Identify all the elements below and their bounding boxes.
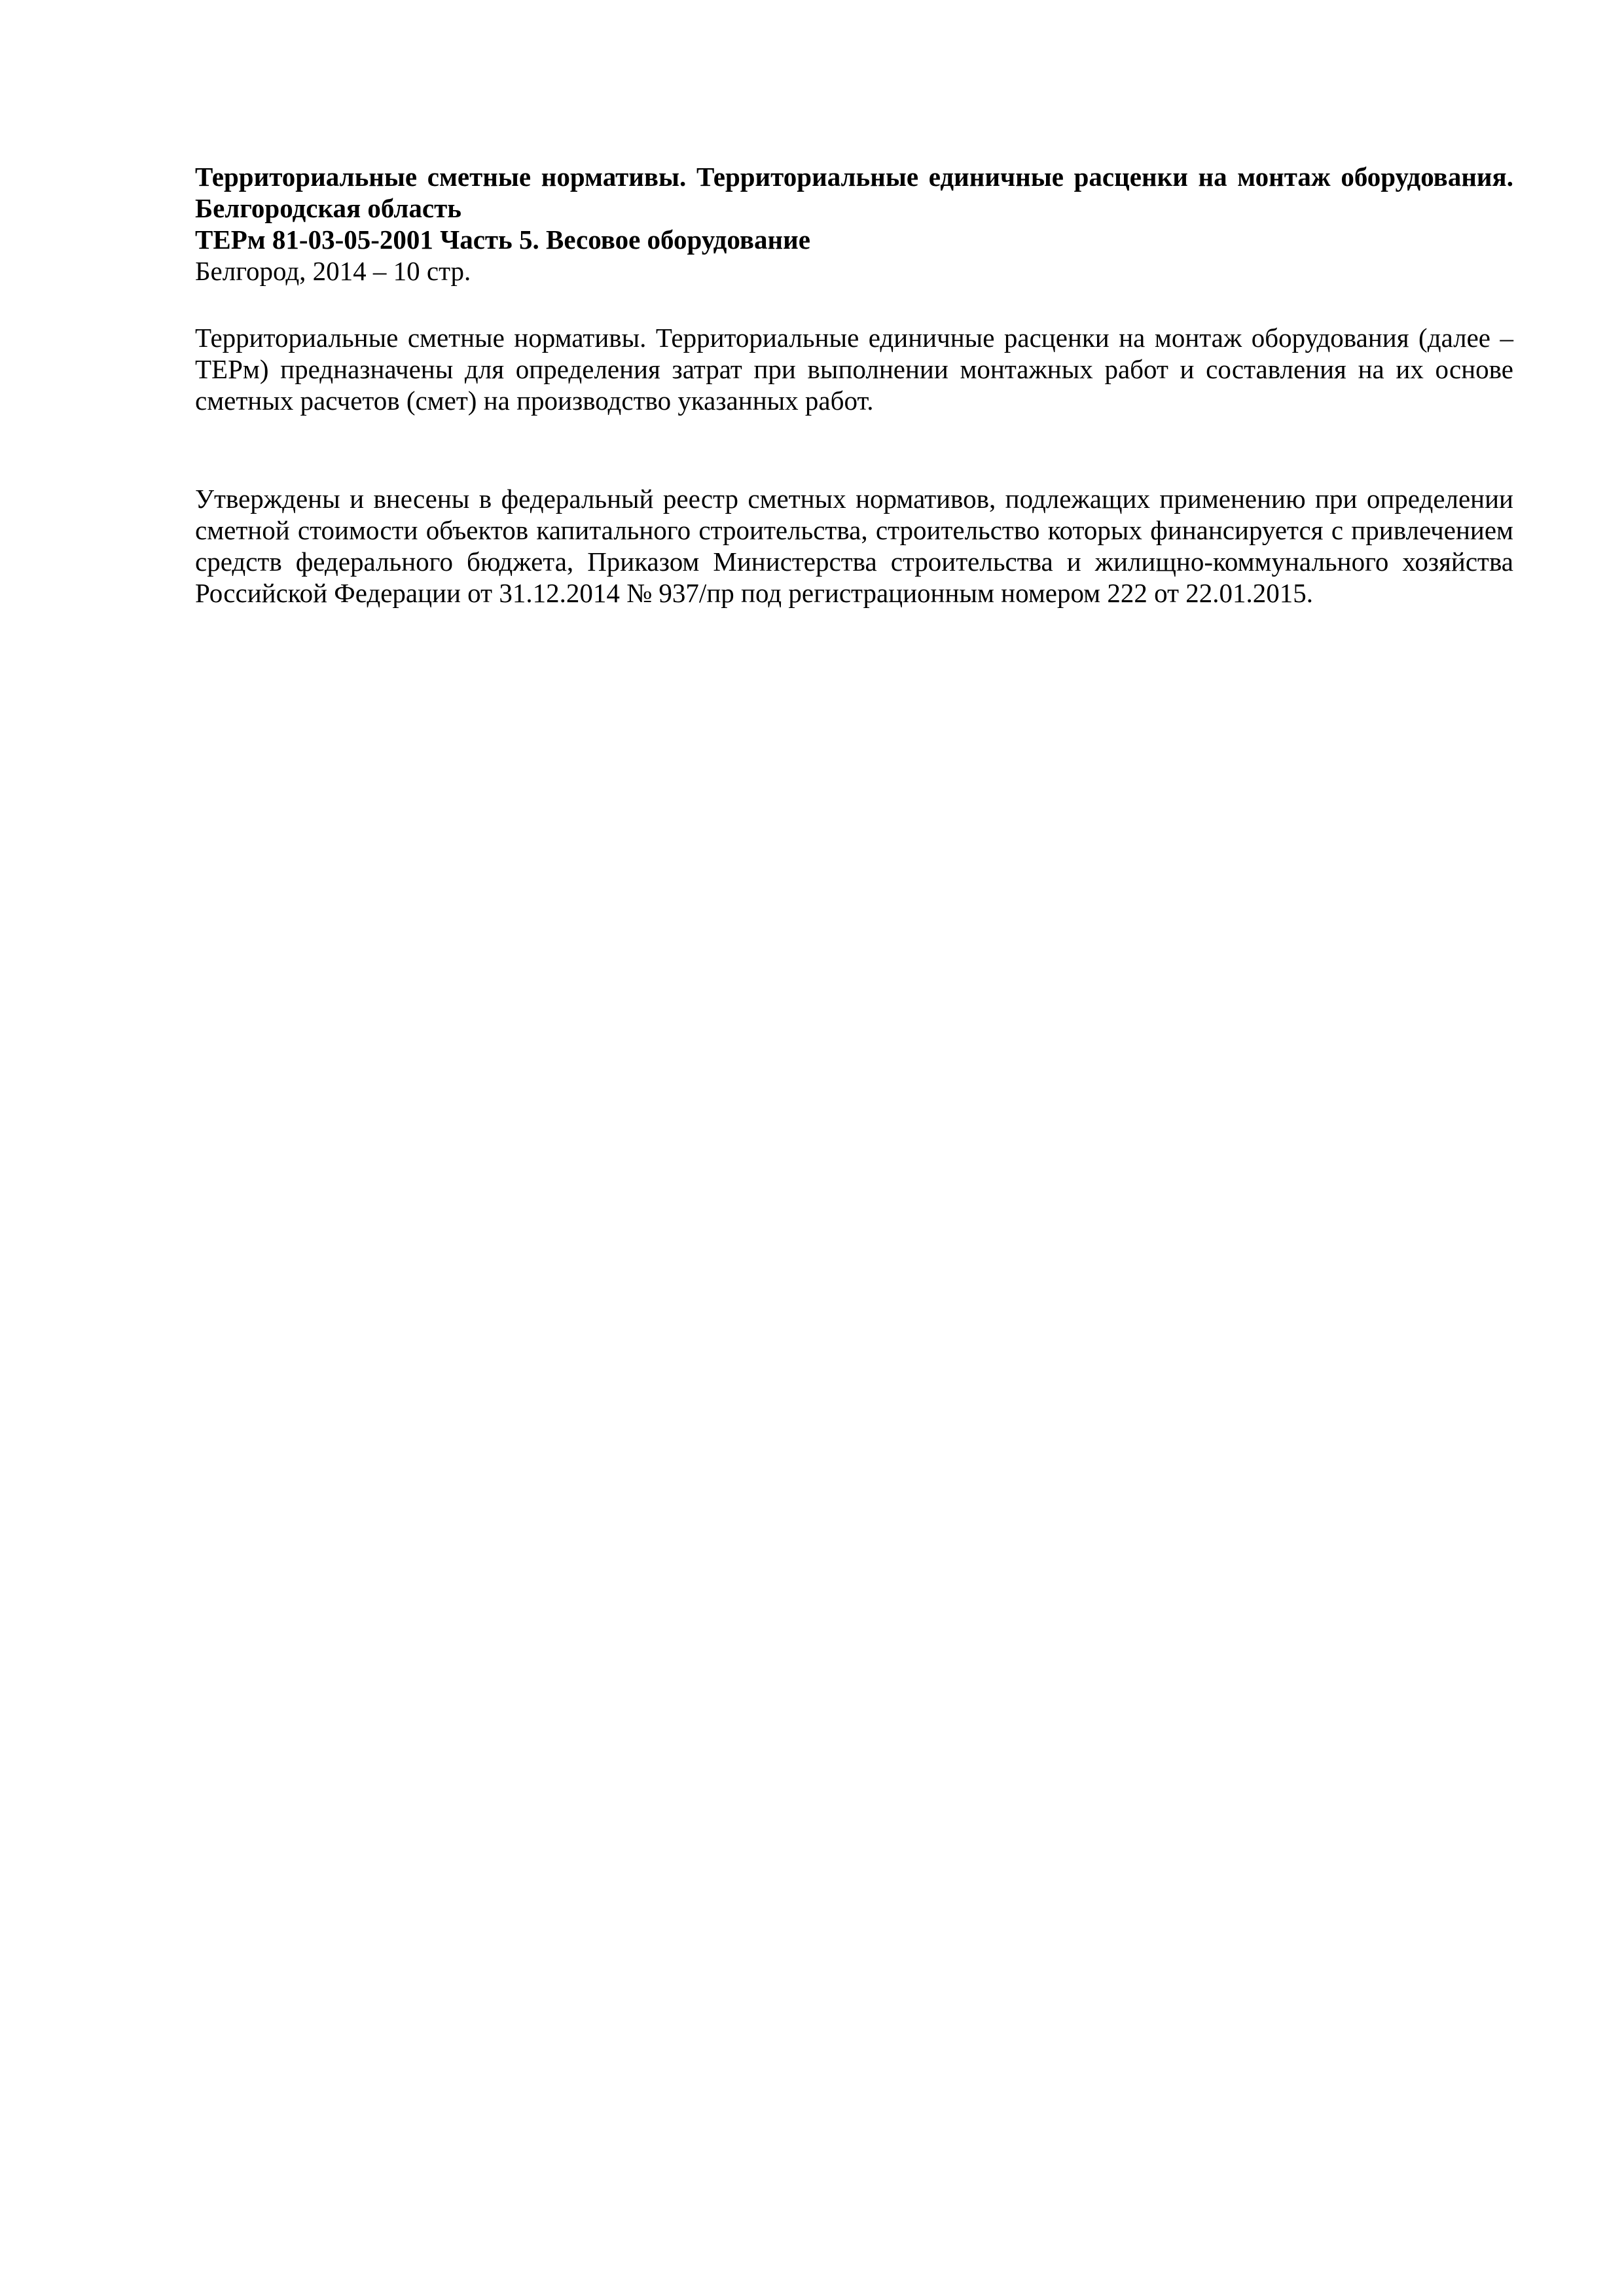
approval-paragraph: Утверждены и внесены в федеральный реестр сметных нормативов, подлежащих применению при определении сметной стоимости объектов капитального строительства, строительство которых финансируется с привлечением средств федерального бюджета, Приказом Министерства строительства и жилищно-коммунального хозяйства Российской Федерации от 31.12.2014 № 937/пр под регистрационным номером 222 от 22.01.2015. <box>195 484 1513 608</box>
publication-info: Белгород, 2014 – 10 стр. <box>195 256 471 286</box>
document-title: Территориальные сметные нормативы. Территориальные единичные расценки на монтаж оборудования. Белгородская область <box>195 162 1513 223</box>
document-code-line: ТЕРм 81-03-05-2001 Часть 5. Весовое оборудование <box>195 224 810 255</box>
document-content <box>195 161 1513 609</box>
document-header <box>195 161 1513 287</box>
description-paragraph: Территориальные сметные нормативы. Территориальные единичные расценки на монтаж оборудования (далее – ТЕРм) предназначены для определения затрат при выполнении монтажных работ и составления на их основе сметных расчетов (смет) на производство указанных работ. <box>195 323 1513 416</box>
